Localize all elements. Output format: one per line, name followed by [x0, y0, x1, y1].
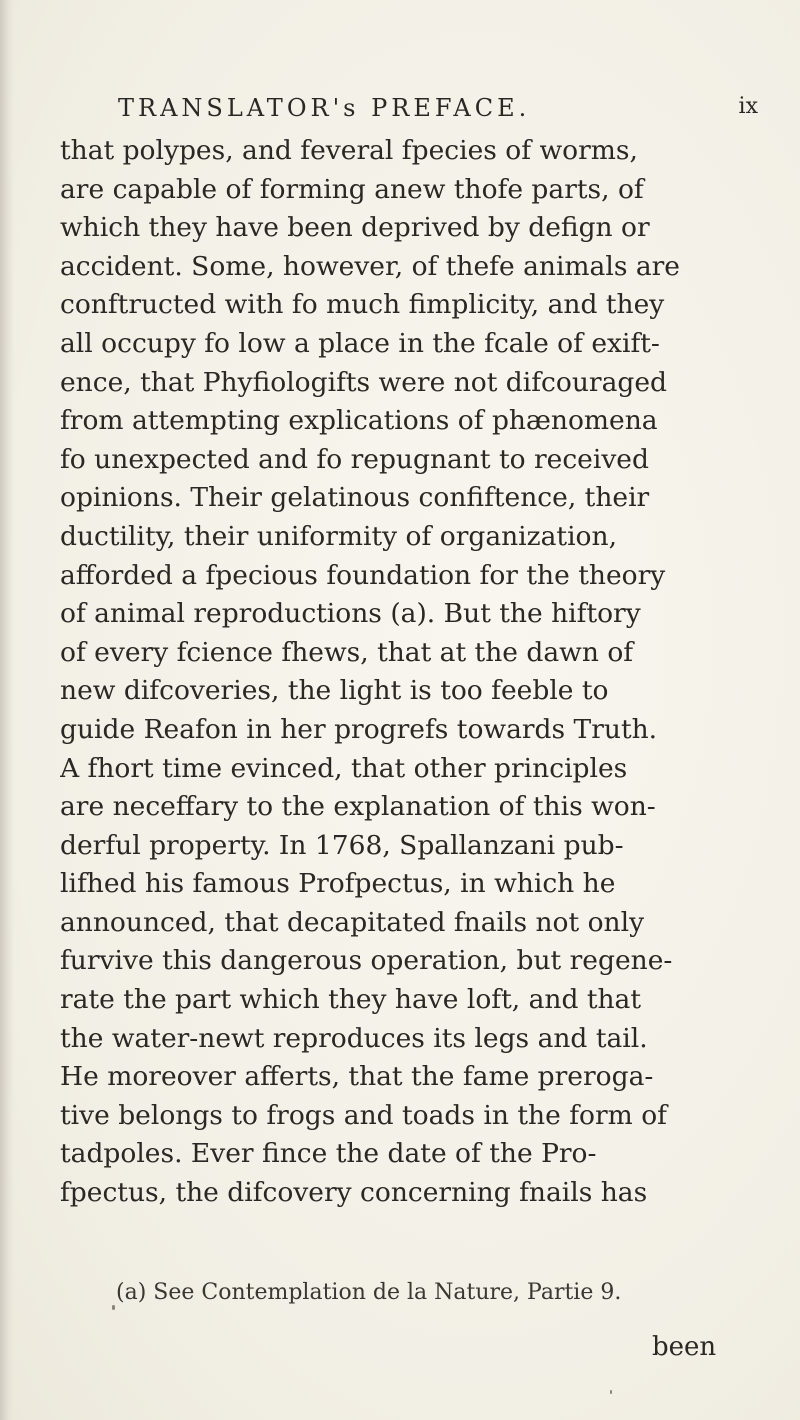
text-line: tive belongs to frogs and toads in the form of	[60, 1099, 667, 1131]
binding-gutter	[0, 0, 14, 1420]
text-line: furvive this dangerous operation, but regene-	[60, 945, 673, 977]
paper-speck	[112, 1305, 115, 1310]
text-line: all occupy fo low a place in the fcale of exift-	[60, 327, 660, 359]
text-line: He moreover afferts, that the fame preroga-	[60, 1061, 654, 1093]
text-line: new difcoveries, the light is too feeble to	[60, 675, 609, 707]
text-line: rate the part which they have loft, and that	[60, 984, 641, 1016]
text-line: opinions. Their gelatinous confiftence, their	[60, 482, 650, 514]
text-line: are capable of forming anew thofe parts, of	[60, 173, 644, 205]
text-line: guide Reafon in her progrefs towards Truth.	[60, 713, 658, 745]
text-line: afforded a fpecious foundation for the theory	[60, 559, 666, 591]
text-line: conftructed with fo much fimplicity, and they	[60, 289, 665, 321]
text-line: derful property. In 1768, Spallanzani pub-	[60, 829, 624, 861]
catchword: been	[652, 1332, 717, 1362]
text-line: lifhed his famous Profpectus, in which he	[60, 868, 616, 900]
text-line: fo unexpected and fo repugnant to received	[60, 443, 649, 475]
text-line: accident. Some, however, of thefe animals are	[60, 250, 680, 282]
text-line: of every fcience fhews, that at the dawn of	[60, 636, 634, 668]
text-line: ence, that Phyfiologifts were not difcouraged	[60, 366, 667, 398]
running-head-title: TRANSLATOR's PREFACE.	[118, 94, 531, 122]
text-line: which they have been deprived by defign or	[60, 212, 650, 244]
text-line: that polypes, and feveral fpecies of worms,	[60, 135, 638, 166]
text-line: A fhort time evinced, that other principles	[60, 752, 628, 784]
footnote: (a) See Contemplation de la Nature, Partie 9.	[116, 1280, 622, 1305]
text-line: fpectus, the difcovery concerning fnails has	[60, 1177, 648, 1209]
body-text	[60, 132, 760, 1213]
paper-speck	[610, 1390, 612, 1394]
text-line: of animal reproductions (a). But the hiftory	[60, 598, 641, 630]
text-line: tadpoles. Ever fince the date of the Pro-	[60, 1138, 597, 1170]
running-head	[118, 94, 758, 128]
text-line: are neceffary to the explanation of this won-	[60, 791, 656, 823]
text-line: the water-newt reproduces its legs and tail.	[60, 1022, 648, 1054]
text-line: ductility, their uniformity of organization,	[60, 520, 617, 552]
page-number: ix	[738, 94, 758, 119]
text-line: announced, that decapitated fnails not only	[60, 906, 645, 938]
text-line: from attempting explications of phænomena	[60, 405, 658, 437]
